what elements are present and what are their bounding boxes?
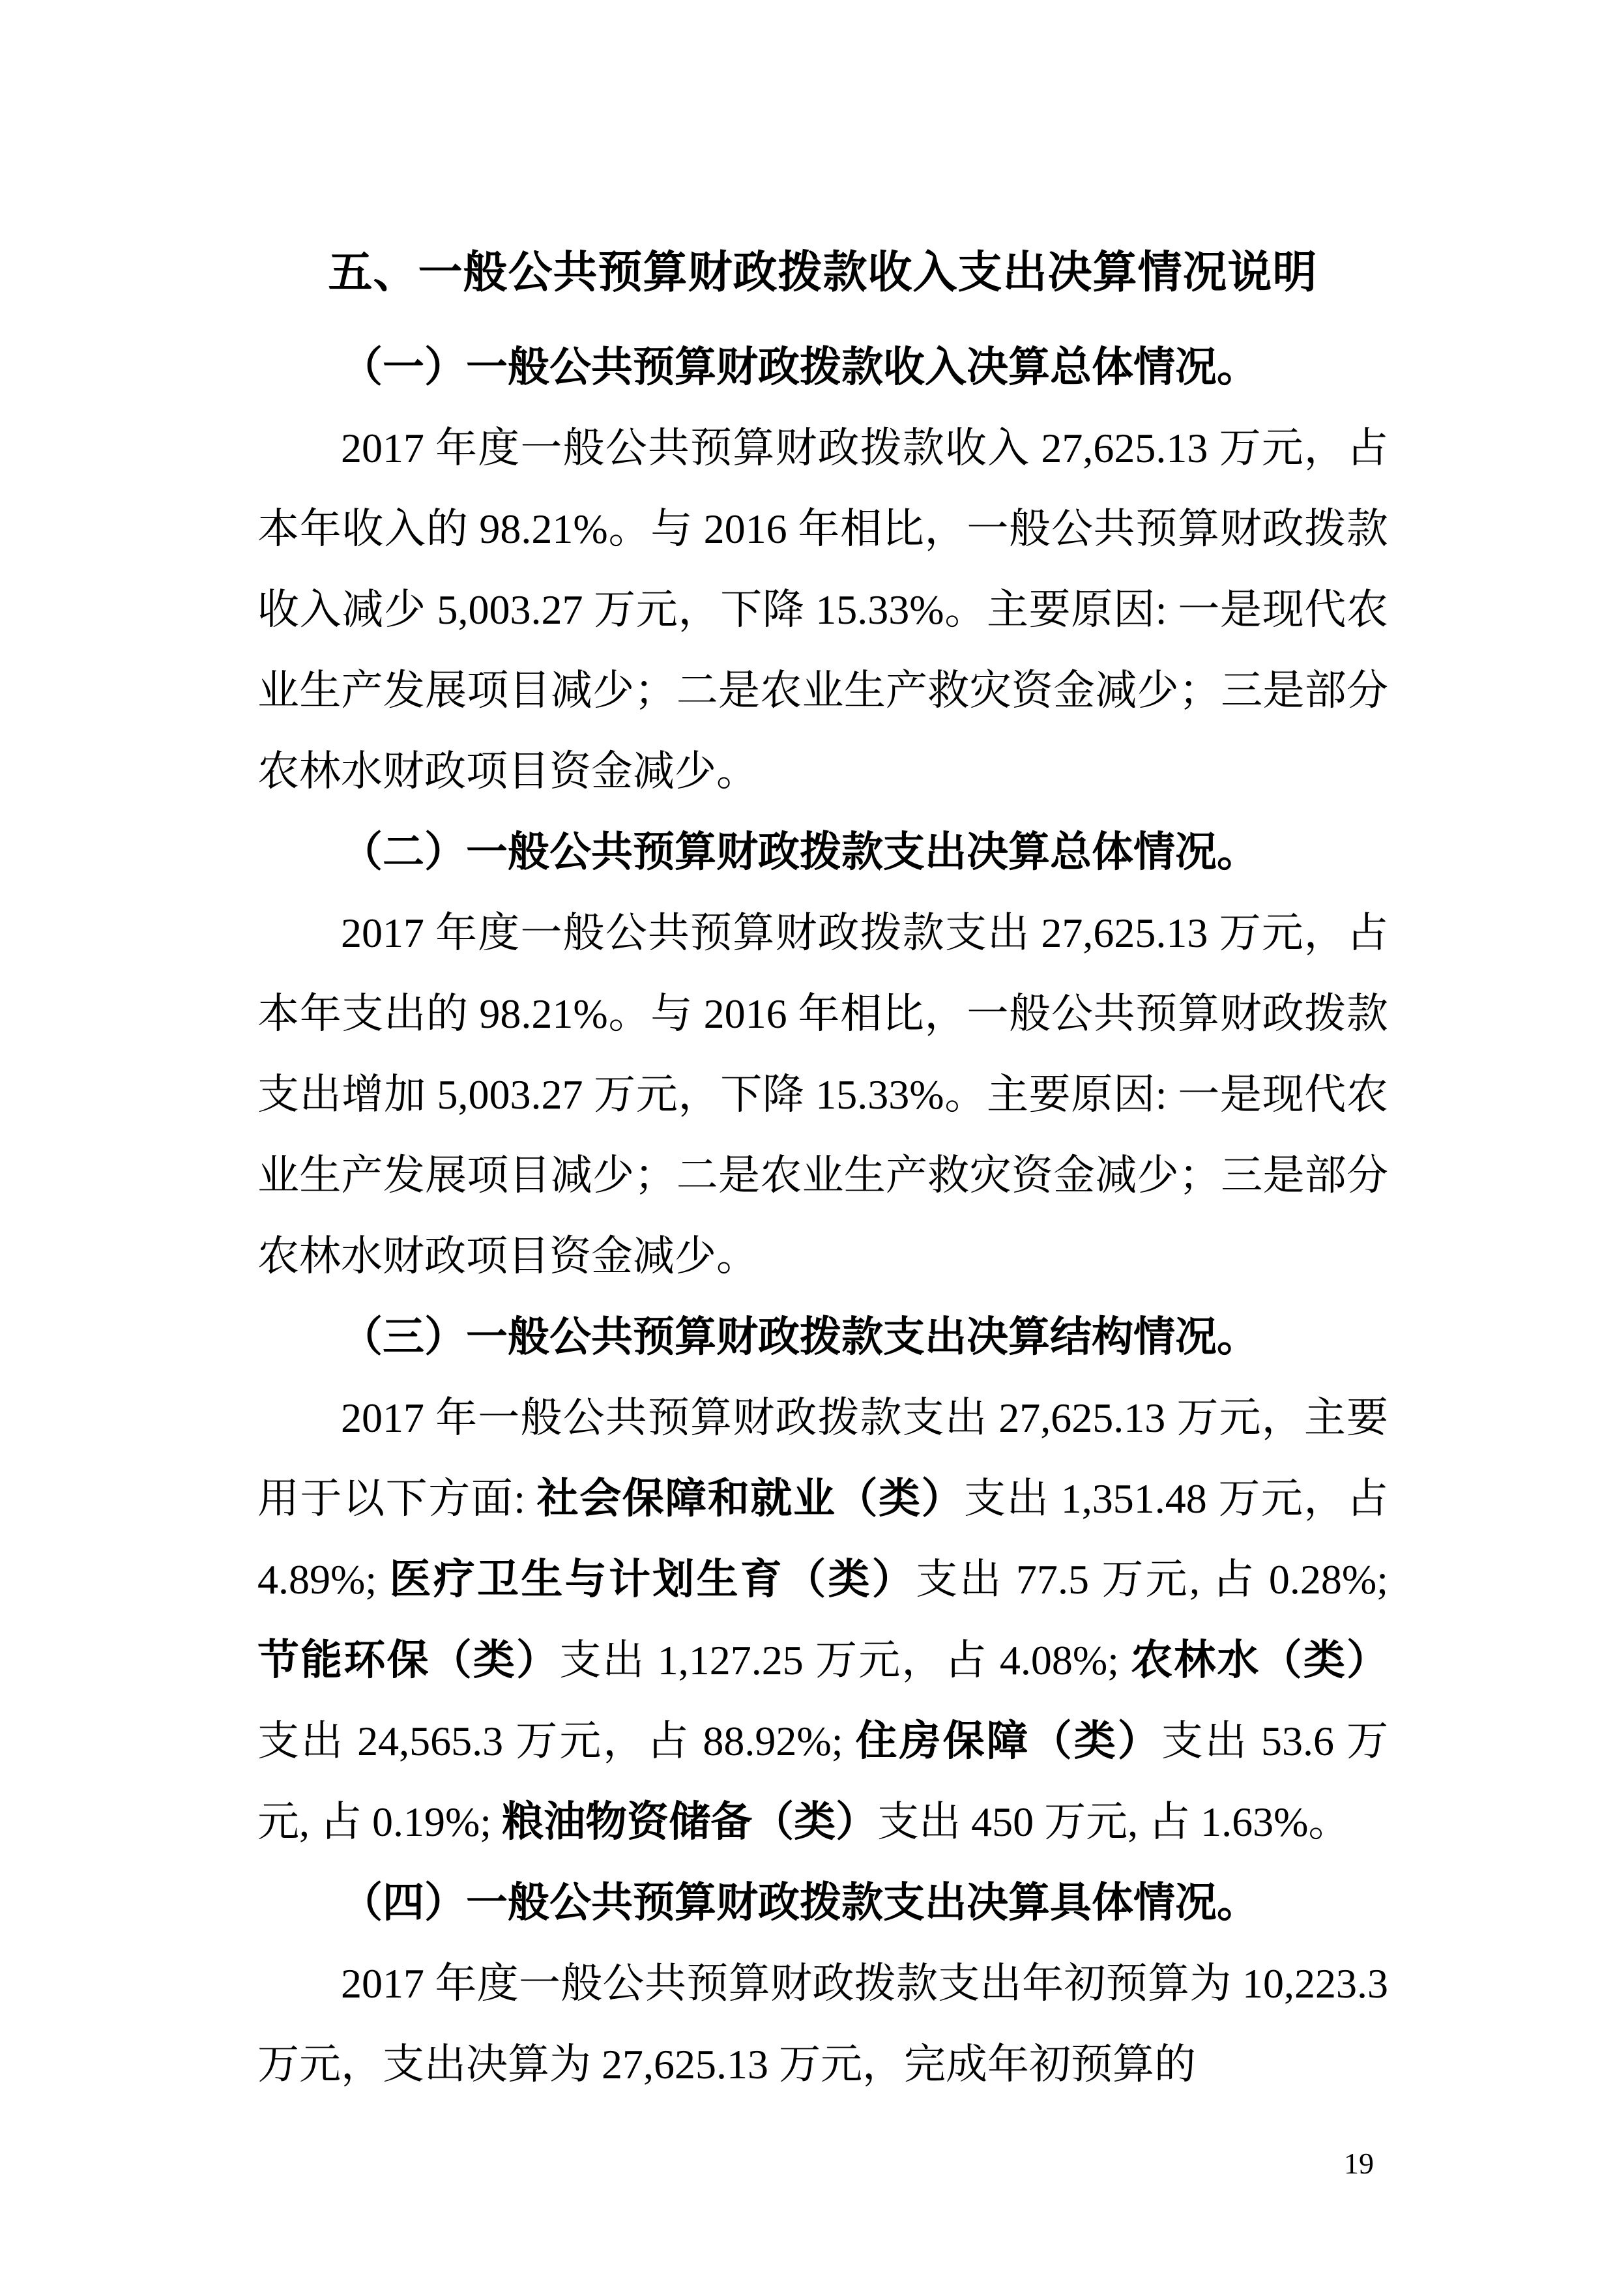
text-segment: 2017 年度一般公共预算财政拨款支出 27,625.13 万元，占本年支出的 98.21%。与 2016 年相比，一般公共预算财政拨款支出增加 5,003.27 万元，下降 15.33%。主要原因: 一是现代农业生产发展项目减少；二是农业生产救灾资金减少；三是部分农林水财政项目资金减少。 [257, 910, 1388, 1279]
section-expenditure-structure [257, 1297, 1388, 1863]
page-content [257, 229, 1388, 2105]
text-segment: 2017 年一般公共预算财政拨款支出 27,625.13 万元，主要用于以下方面: [257, 1395, 1388, 1522]
text-segment-bold: 住房保障（类） [855, 1718, 1161, 1764]
page-number: 19 [1344, 2147, 1374, 2180]
text-segment: 支出 450 万元, 占 1.63%。 [877, 1799, 1350, 1845]
section-heading-4: （四）一般公共预算财政拨款支出决算具体情况。 [341, 1880, 1259, 1926]
text-segment-bold: 社会保障和就业（类） [536, 1475, 965, 1522]
text-segment: 支出 53.6 万元, 占 0.19%; [257, 1718, 1389, 1845]
text-segment: 2017 年度一般公共预算财政拨款收入 27,625.13 万元，占本年收入的 98.21%。与 2016 年相比，一般公共预算财政拨款收入减少 5,003.27 万元，下降 15.33%。主要原因: 一是现代农业生产发展项目减少；二是农业生产救灾资金减少；三是部分农林水财政项目资金减少。 [257, 425, 1388, 794]
text-segment-bold: 粮油物资储备（类） [502, 1799, 878, 1845]
section-heading-2: （二）一般公共预算财政拨款支出决算总体情况。 [341, 829, 1259, 875]
text-segment-bold: 节能环保（类） [257, 1637, 560, 1683]
text-segment: 支出 24,565.3 万元，占 88.92%; [257, 1718, 856, 1764]
section-heading-1: （一）一般公共预算财政拨款收入决算总体情况。 [341, 344, 1259, 390]
text-segment: 支出 77.5 万元, 占 0.28%; [916, 1556, 1389, 1603]
section-expenditure-detail [257, 1863, 1388, 2105]
text-segment-bold: 医疗卫生与计划生育（类） [389, 1556, 916, 1603]
section-paragraph-2 [257, 893, 1388, 1297]
text-segment-bold: 农林水（类） [1131, 1637, 1389, 1683]
section-income-overview [257, 327, 1388, 812]
text-segment: 支出 1,351.48 万元，占 4.89%; [257, 1475, 1389, 1603]
page-title: 五、一般公共预算财政拨款收入支出决算情况说明 [328, 248, 1318, 297]
section-heading-3: （三）一般公共预算财政拨款支出决算结构情况。 [341, 1314, 1259, 1360]
section-paragraph-4 [257, 1943, 1388, 2105]
section-expenditure-overview [257, 812, 1388, 1297]
section-paragraph-1 [257, 408, 1388, 812]
text-segment: 2017 年度一般公共预算财政拨款支出年初预算为 10,223.3 万元，支出决算为 27,625.13 万元，完成年初预算的 [257, 1960, 1388, 2087]
text-segment: 支出 1,127.25 万元，占 4.08%; [559, 1637, 1131, 1683]
section-paragraph-3 [257, 1378, 1388, 1863]
